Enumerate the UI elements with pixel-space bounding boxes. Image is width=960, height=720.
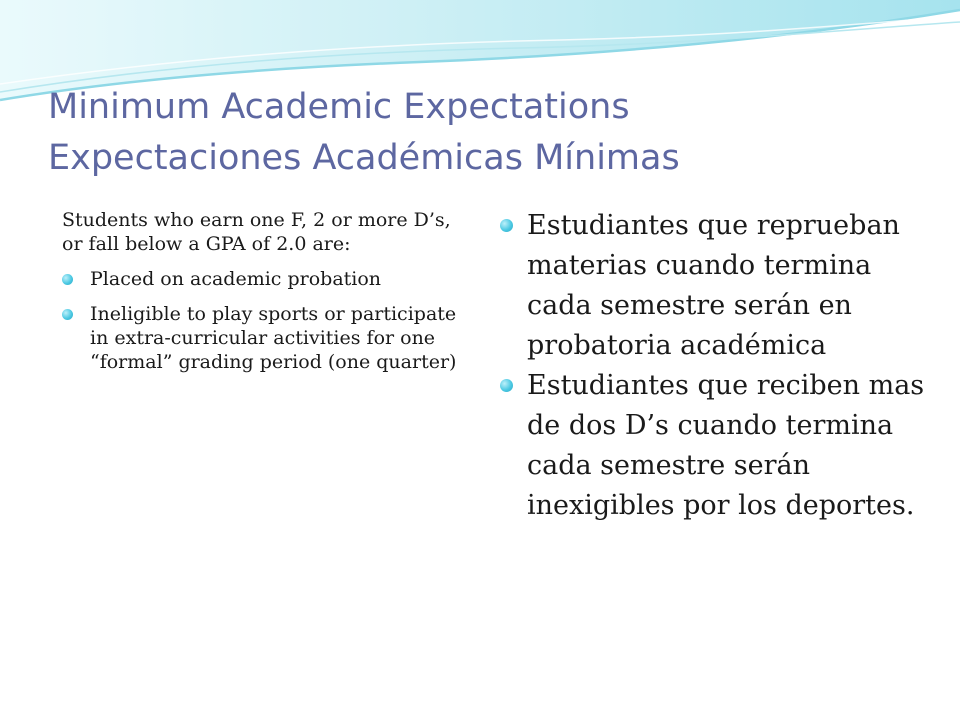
list-item [497, 206, 927, 366]
bullet-dot-icon [500, 219, 513, 232]
left-content [62, 208, 472, 385]
list-item [497, 366, 927, 526]
title-line-spanish: Expectaciones Académicas Mínimas [48, 138, 680, 178]
list-item-text: Estudiantes que reprueban materias cuando termina cada semestre serán en probatoria académica [527, 210, 900, 361]
list-item-text: Estudiantes que reciben mas de dos D’s cuando termina cada semestre serán inexigibles por los deportes. [527, 370, 925, 521]
intro-text: Students who earn one F, 2 or more D’s, or fall below a GPA of 2.0 are: [62, 209, 451, 255]
list-item-text: Ineligible to play sports or participate in extra-curricular activities for one “formal” grading period (one quarter) [90, 303, 457, 373]
title-line-english: Minimum Academic Expectations [48, 87, 630, 127]
right-content [497, 206, 927, 526]
slide-title [48, 82, 928, 184]
list-item-text: Placed on academic probation [90, 268, 382, 290]
list-item [62, 302, 472, 374]
list-item [62, 267, 472, 291]
left-bullet-list [62, 267, 472, 374]
right-bullet-list [497, 206, 927, 526]
bullet-dot-icon [500, 379, 513, 392]
bullet-dot-icon [62, 274, 73, 285]
bullet-dot-icon [62, 309, 73, 320]
